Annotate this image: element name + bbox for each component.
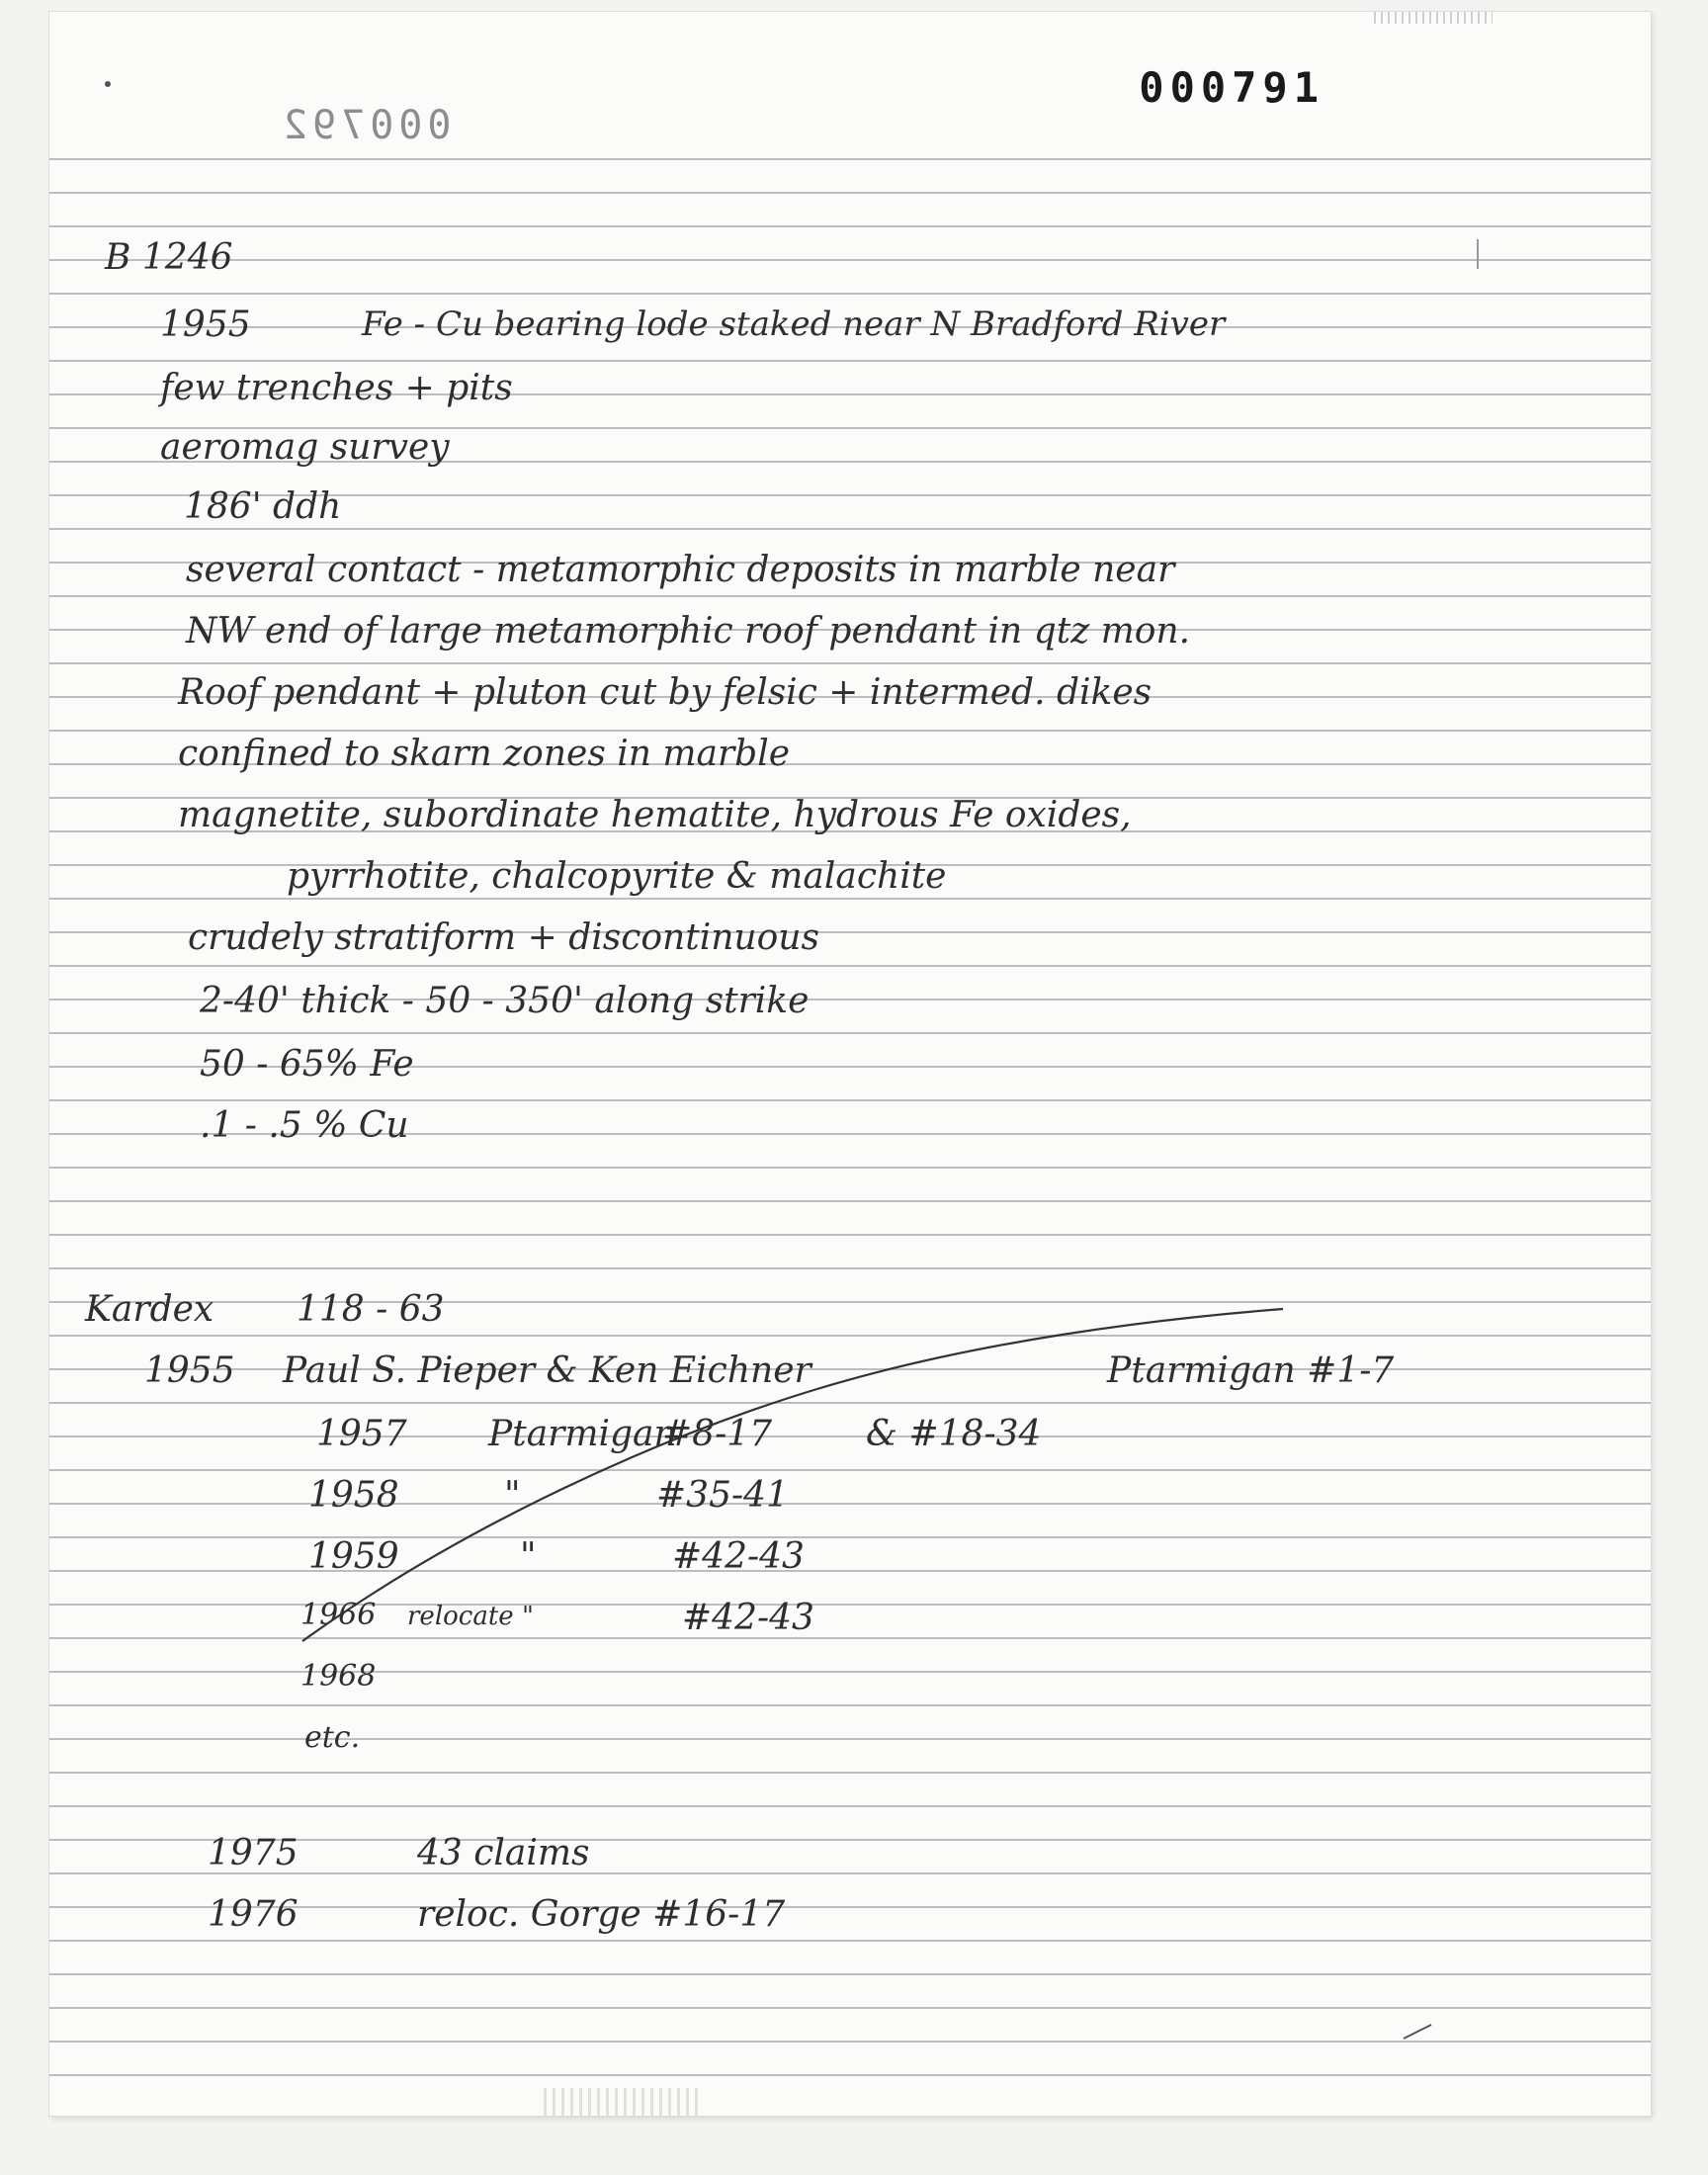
note-line: crudely stratiform + discontinuous [188, 917, 819, 958]
note-line: .1 - .5 % Cu [200, 1105, 409, 1146]
claim-numbers: #8-17 [662, 1414, 773, 1454]
note-line: Roof pendant + pluton cut by felsic + intermed. dikes [178, 672, 1153, 713]
kardex-number: 118 - 63 [297, 1289, 445, 1330]
note-line: aeromag survey [160, 427, 450, 468]
later-text: reloc. Gorge #16-17 [417, 1894, 786, 1935]
claim-numbers: #42-43 [682, 1598, 814, 1638]
note-line: Fe - Cu bearing lode staked near N Bradford River [362, 304, 1226, 344]
claim-name: Ptarmigan [488, 1414, 677, 1454]
claim-year: 1958 [308, 1475, 399, 1516]
note-line: 186' ddh [184, 486, 342, 527]
kardex-label: Kardex [85, 1289, 214, 1330]
claim-year: 1968 [300, 1659, 377, 1694]
note-line: NW end of large metamorphic roof pendant in qtz mon. [186, 611, 1191, 652]
margin-tick [1477, 239, 1479, 269]
notebook-page [49, 12, 1651, 2116]
claim-numbers: #42-43 [672, 1536, 805, 1577]
reference-number: B 1246 [105, 237, 233, 278]
etc-note: etc. [304, 1720, 361, 1755]
bleed-through-stamp: 000792 [279, 103, 452, 148]
note-line: several contact - metamorphic deposits in marble near [186, 550, 1175, 590]
claim-extra: & #18-34 [866, 1414, 1042, 1454]
claim-year: 1957 [316, 1414, 407, 1454]
claim-year: 1966 [300, 1598, 377, 1632]
claim-name: " [504, 1475, 521, 1516]
note-line: 2-40' thick - 50 - 350' along strike [200, 981, 810, 1021]
note-line: 50 - 65% Fe [200, 1044, 414, 1085]
claim-year: 1959 [308, 1536, 399, 1577]
owners-names: Paul S. Pieper & Ken Eichner [283, 1350, 811, 1391]
note-line: magnetite, subordinate hematite, hydrous Fe oxides, [178, 795, 1132, 835]
later-year: 1976 [208, 1894, 299, 1935]
binding-marks [1374, 12, 1493, 24]
note-line: confined to skarn zones in marble [178, 734, 791, 774]
note-year: 1955 [160, 304, 251, 345]
ink-dot [105, 81, 111, 87]
document-number: 000791 [1139, 63, 1324, 112]
claim-name: relocate " [407, 1602, 534, 1631]
later-year: 1975 [208, 1833, 299, 1873]
claim-numbers: #35-41 [656, 1475, 789, 1516]
owners-year: 1955 [144, 1350, 235, 1391]
note-line: few trenches + pits [160, 368, 513, 408]
note-line: pyrrhotite, chalcopyrite & malachite [287, 856, 947, 897]
binding-marks [544, 2088, 702, 2116]
claim-name: " [520, 1536, 537, 1577]
owners-claims: Ptarmigan #1-7 [1107, 1350, 1395, 1391]
later-text: 43 claims [417, 1833, 590, 1873]
